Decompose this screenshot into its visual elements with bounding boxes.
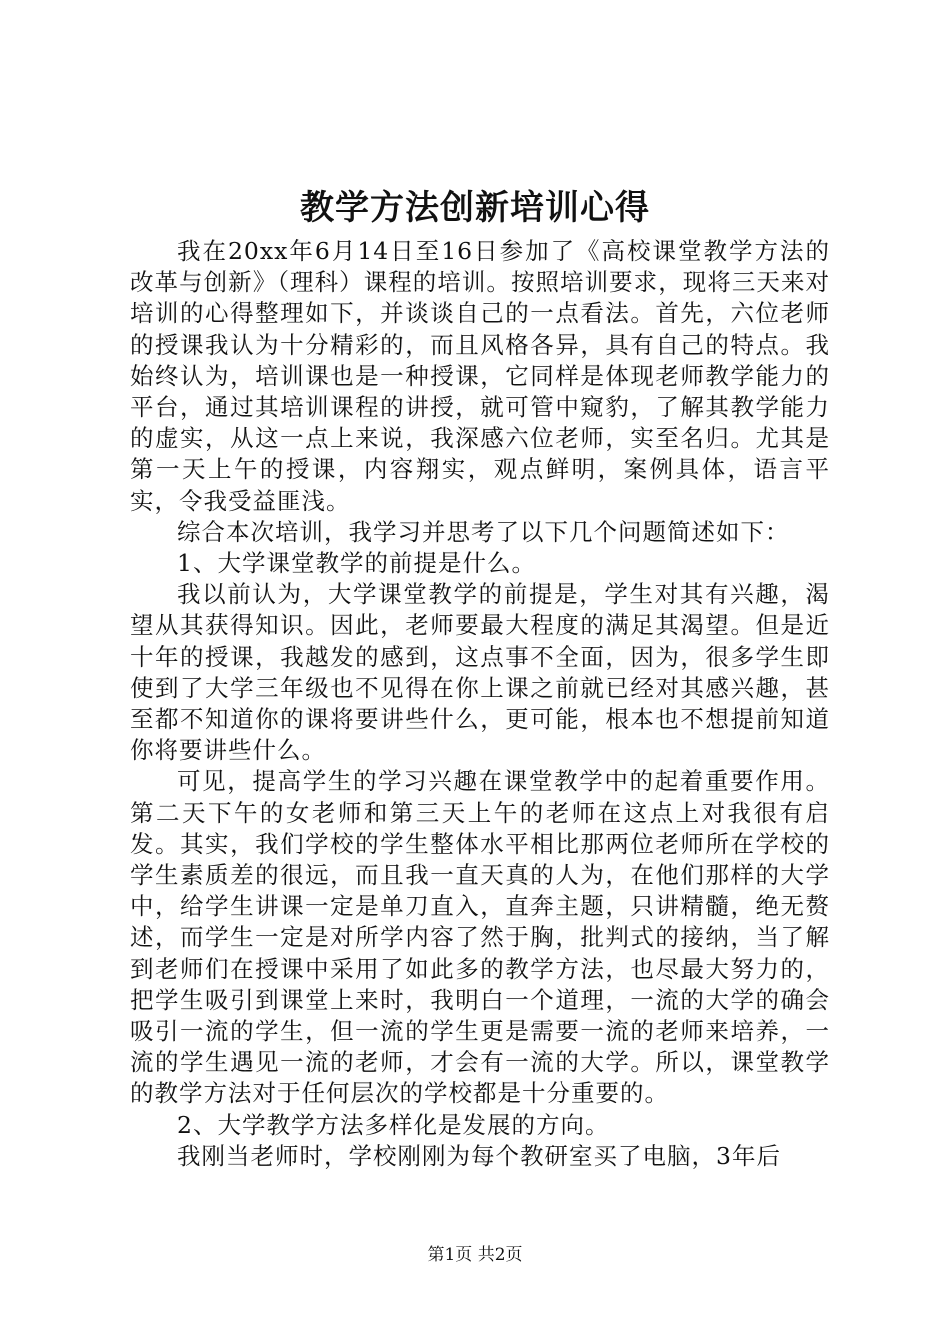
section-heading-1: 1、大学课堂教学的前提是什么。 xyxy=(177,549,536,578)
document-body xyxy=(130,236,830,1172)
document-title: 教学方法创新培训心得 xyxy=(300,188,650,228)
section-heading-2: 2、大学教学方法多样化是发展的方向。 xyxy=(177,1110,610,1139)
paragraph-summary-lead: 综合本次培训，我学习并思考了以下几个问题简述如下： xyxy=(177,517,790,546)
paragraph-intro: 我在20xx年6月14日至16日参加了《高校课堂教学方法的改革与创新》（理科）课程的培训。按照培训要求，现将三天来对培训的心得整理如下，并谈谈自己的一点看法。首先，六位老师的授课我认为十分精彩的，而且风格各异，具有自己的特点。我始终认为，培训课也是一种授课，它同样是体现老师教学能力的平台，通过其培训课程的讲授，就可管中窥豹，了解其教学能力的虚实，从这一点上来说，我深感六位老师，实至名归。尤其是第一天上午的授课，内容翔实，观点鲜明，案例具体，语言平实，令我受益匪浅。 xyxy=(130,237,830,515)
paragraph-section-1a: 我以前认为，大学课堂教学的前提是，学生对其有兴趣，渴望从其获得知识。因此，老师要最大程度的满足其渴望。但是近十年的授课，我越发的感到，这点事不全面，因为，很多学生即使到了大学三年级也不见得在你上课之前就已经对其感兴趣，甚至都不知道你的课将要讲些什么，更可能，根本也不想提前知道你将要讲些什么。 xyxy=(130,580,830,765)
paragraph-section-1b: 可见，提高学生的学习兴趣在课堂教学中的起着重要作用。第二天下午的女老师和第三天上午的老师在这点上对我很有启发。其实，我们学校的学生整体水平相比那两位老师所在学校的学生素质差的很远，而且我一直天真的人为，在他们那样的大学中，给学生讲课一定是单刀直入，直奔主题，只讲精髓，绝无赘述，而学生一定是对所学内容了然于胸，批判式的接纳，当了解到老师们在授课中采用了如此多的教学方法，也尽最大努力的，把学生吸引到课堂上来时，我明白一个道理，一流的大学的确会吸引一流的学生，但一流的学生更是需要一流的老师来培养，一流的学生遇见一流的老师，才会有一流的大学。所以，课堂教学的教学方法对于任何层次的学校都是十分重要的。 xyxy=(130,767,830,1108)
paragraph-section-2a: 我刚当老师时，学校刚刚为每个教研室买了电脑，3年后 xyxy=(177,1141,781,1170)
page-number-footer: 第1页 共2页 xyxy=(427,1245,523,1265)
